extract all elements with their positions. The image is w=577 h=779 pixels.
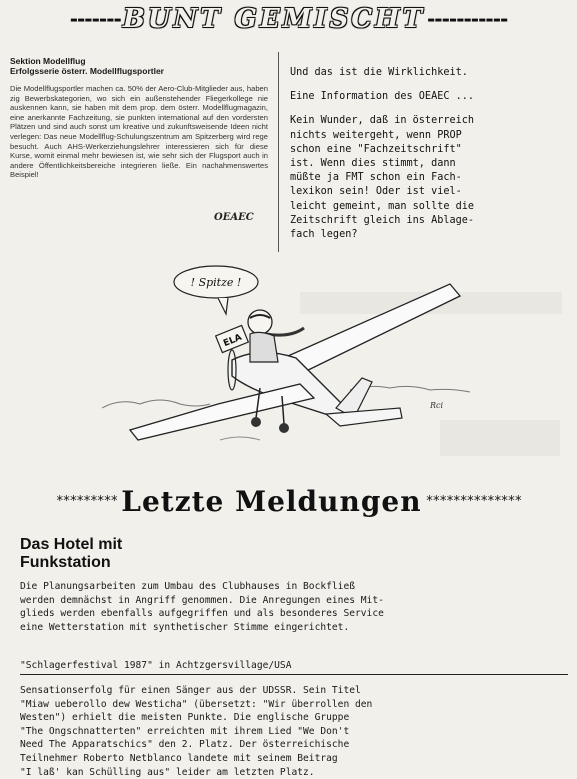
banner-stars-left: ********* [55,493,118,509]
speech-bubble-tail [218,298,228,314]
airplane-cartoon [100,258,480,480]
banner-title: BUNT GEMISCHT [122,4,425,34]
hotel-article-title [20,536,122,572]
hotel-title-line-2: Funkstation [20,554,111,571]
pilot-body [250,332,278,362]
wheel [251,417,261,427]
pilot-scarf [266,328,304,335]
commentary-line-1: Und das ist die Wirklichkeit. [290,67,468,78]
clipping-subtitle: Erfolgsserie österr. Modellflugsportler [10,66,164,76]
pilot-head [248,310,272,334]
schlager-heading: "Schlagerfestival 1987" in Achtzgersvillage/USA [20,659,568,675]
wing-right [288,284,460,374]
clipping-signature: OEAEC [214,212,254,223]
newspaper-clipping [10,56,268,180]
artist-signature: Rci [430,401,444,410]
meldungen-title: Letzte Meldungen [121,484,422,518]
clipping-title: Sektion Modellflug [10,56,86,66]
pilot-sign-text: ELA [222,332,244,350]
meldungen-banner [0,484,577,518]
wheel [279,423,289,433]
banner-dashes-right: ----------- [426,7,508,31]
hotel-article-body: Die Planungsarbeiten zum Umbau des Clubhauses in Bockfließ werden demnächst in Angriff genommen. Die Anregungen eines Mit- glieds werden ebenfalls aufgegriffen und als besonderes Service eine Wetterstation mit synthetischer Stimme eingerichtet. [20,581,384,633]
banner-dashes-left: ------- [69,7,121,31]
hotel-title-line-1: Das Hotel mit [20,536,123,553]
banner-stars-right: ************** [425,493,522,509]
cloud [220,437,260,440]
column-divider [278,52,279,252]
commentary-line-2: Eine Information des OEAEC ... [290,91,475,103]
speech-bubble-text: ! Spitze ! [190,276,242,289]
commentary-column [290,66,572,252]
section-banner [0,2,577,36]
schlager-body: Sensationserfolg für einen Sänger aus der UDSSR. Sein Titel "Miaw ueberollo dew Westicha" (übersetzt: "Wir überrollen den Westen") erhielt die meisten Punkte. Die englische Gruppe "The Ongschnatterten" erreichten mit ihrem Lied "We Don't Need The Apparatschics" den 2. Platz. Der österreichische Teilnehmer Roberto Netblanco landete mit seinem Beitrag "I laß' kan Schülling aus" leider am letzten Platz. [20,685,373,778]
cloud [102,400,210,408]
clipping-body: Die Modellflugsportler machen ca. 50% der Aero-Club-Mitglieder aus, haben zig Bewerbskategorien, wo sich ein außenstehender Fliegerkollege nie auskennen kann, sie haben mit dem prop. dem österr. Modellflugmagazin, eine anerkannte Fachzeitung, sie punkten international auf den vordersten Plätzen und sind auch sonst um kreative und zukunftsweisende Ideen nicht verlegen: Das neue Modellflug-Schulungszentrum am Spitzerberg wird rege besucht. Auch AHS-Werkerziehungslehrer interessieren sich für diese Kurse, womit einmal mehr bewiesen ist, wie sehr sich der Flugsport auch in andere Öffentlichkeitsbereiche integrieren ließe. Ein nachahmenswertes Beispiel! [10,84,268,180]
commentary-paragraph: Kein Wunder, daß in österreich nichts weitergeht, wenn PROP schon eine "Fachzeitschrift" ist. Wenn dies stimmt, dann müßte ja FMT schon ein Fach- lexikon sein! Oder ist viel- leicht gemeint, man sollte die Zeitschrift gleich ins Ablage- fach legen? [290,115,475,241]
